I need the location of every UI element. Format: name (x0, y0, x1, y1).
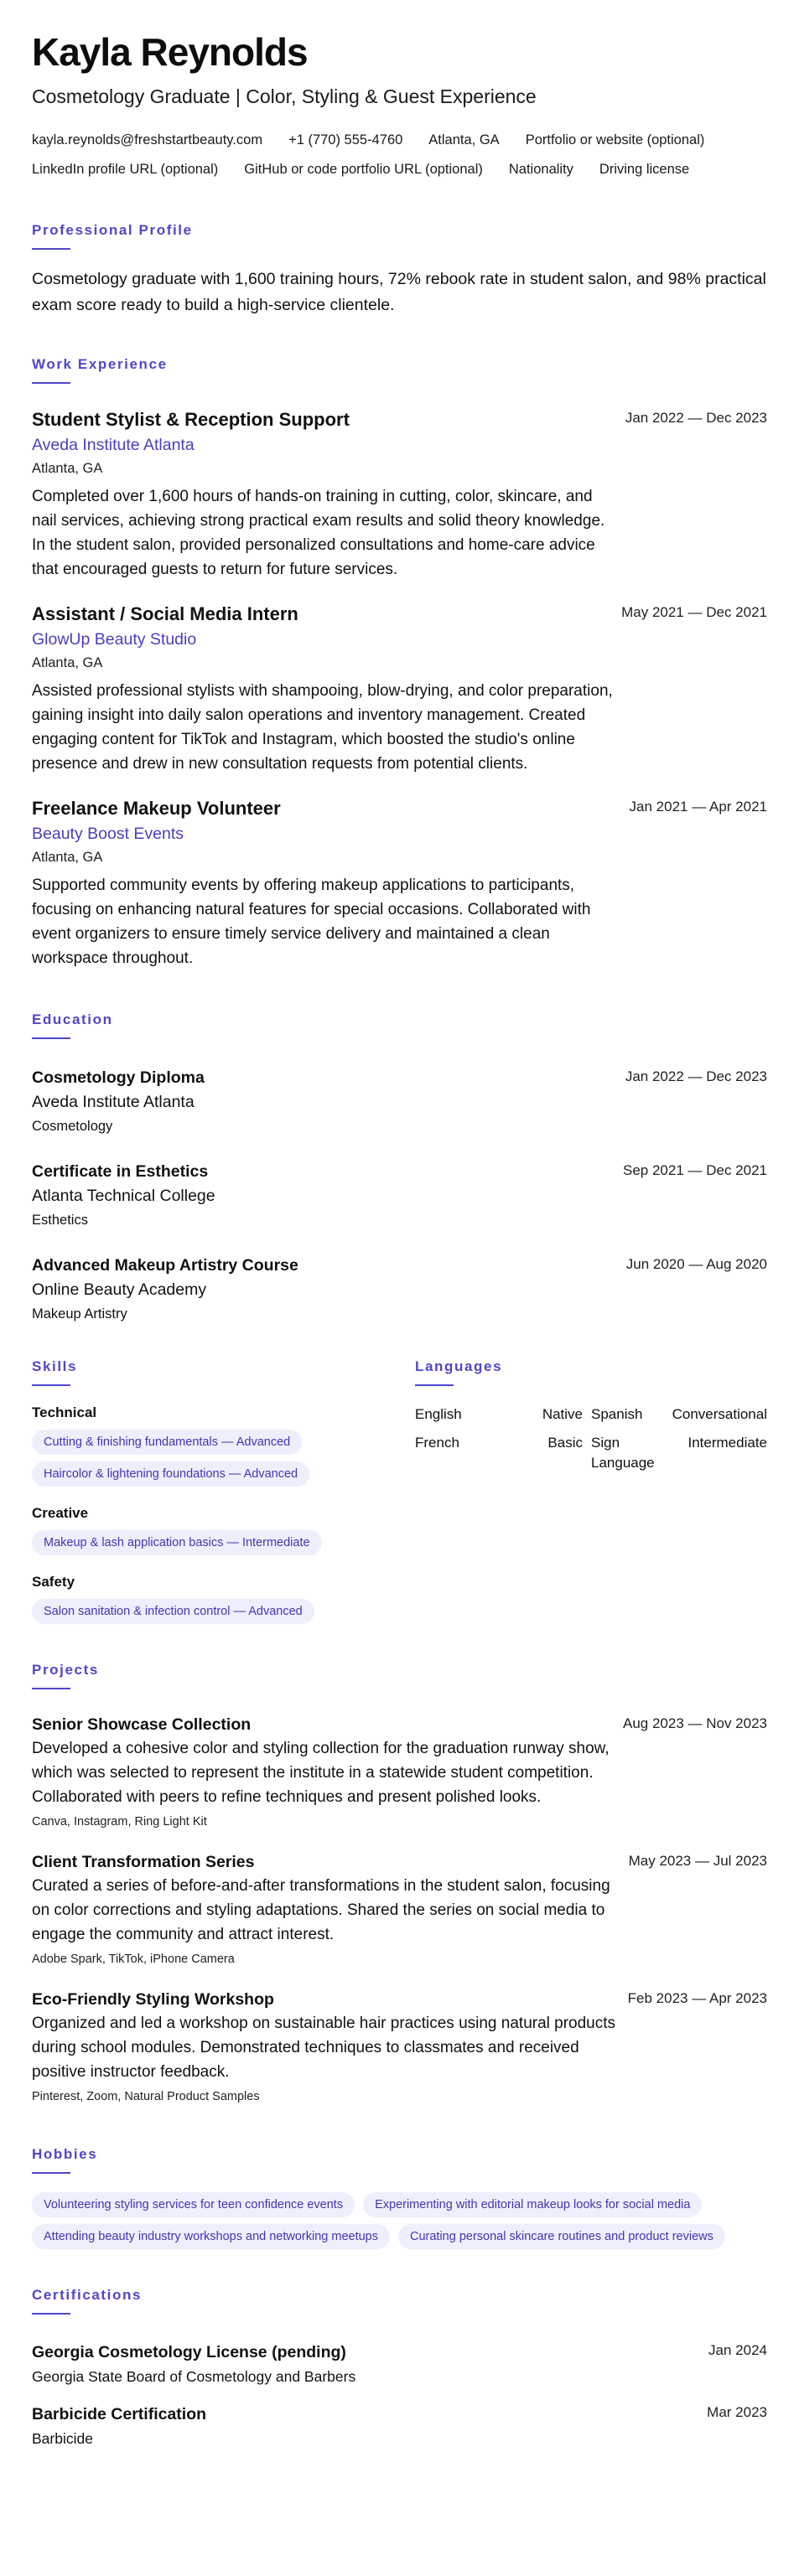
project-entry (32, 1713, 767, 1832)
project-name: Client Transformation Series (32, 1853, 255, 1871)
language-level: Native (542, 1406, 583, 1422)
company-name: GlowUp Beauty Studio (32, 630, 197, 649)
section-title: Professional Profile (32, 222, 193, 238)
section-divider (32, 2313, 70, 2315)
language-item (591, 1433, 767, 1473)
contact-linkedin[interactable]: LinkedIn profile URL (optional) (32, 162, 219, 177)
project-dates: Aug 2023 — Nov 2023 (622, 1715, 767, 1731)
contact-phone[interactable]: +1 (770) 555-4760 (288, 132, 403, 147)
degree-name: Certificate in Esthetics (32, 1162, 209, 1181)
project-tools: Adobe Spark, TikTok, iPhone Camera (32, 1953, 235, 1966)
candidate-name: Kayla Reynolds (32, 30, 308, 74)
section-title: Projects (32, 1662, 99, 1678)
skill-chip: Makeup & lash application basics — Intermediate (32, 1530, 322, 1555)
project-dates: Feb 2023 — Apr 2023 (627, 1990, 767, 2006)
language-level: Basic (547, 1435, 583, 1451)
section-title: Work Experience (32, 356, 168, 372)
section-divider (415, 1384, 454, 1386)
skills-section (32, 1358, 415, 1624)
section-title: Hobbies (32, 2146, 98, 2162)
field-of-study: Cosmetology (32, 1119, 113, 1134)
certification-entry (32, 2340, 767, 2388)
education-entry (32, 1254, 767, 1326)
skill-chip: Salon sanitation & infection control — Advanced (32, 1599, 314, 1624)
project-dates: May 2023 — Jul 2023 (628, 1853, 767, 1869)
experience-entry (32, 796, 767, 970)
certifications-section (32, 2286, 767, 2450)
hobbies-section (32, 2145, 767, 2249)
job-location: Atlanta, GA (32, 461, 103, 476)
field-of-study: Esthetics (32, 1213, 88, 1228)
degree-name: Advanced Makeup Artistry Course (32, 1256, 298, 1275)
contact-nationality: Nationality (508, 162, 573, 177)
contact-location: Atlanta, GA (428, 132, 500, 147)
language-item (415, 1404, 583, 1425)
project-tools: Pinterest, Zoom, Natural Product Samples (32, 2090, 260, 2103)
language-name: French (415, 1435, 459, 1451)
company-name: Aveda Institute Atlanta (32, 436, 195, 454)
project-name: Eco-Friendly Styling Workshop (32, 1990, 274, 2009)
job-description: Supported community events by offering makeup applications to participants, focusing on enhancing natural features for special occasions. Collaborated with event organizers to ensure timely service delivery and maintained a clean workspace throughout. (32, 877, 591, 967)
project-name: Senior Showcase Collection (32, 1715, 252, 1734)
project-entry (32, 1988, 767, 2107)
section-divider (32, 1688, 70, 1689)
project-tools: Canva, Instagram, Ring Light Kit (32, 1815, 207, 1829)
skill-group (32, 1503, 415, 1555)
project-description: Curated a series of before-and-after transformations in the student salon, focusing on color corrections and styling adaptations. Shared the series on social media to engage the community and attract interest. (32, 1877, 610, 1943)
hobby-chip: Attending beauty industry workshops and networking meetups (32, 2224, 390, 2249)
language-name: English (415, 1406, 462, 1422)
education-section (32, 1011, 767, 1326)
profile-section (32, 221, 767, 318)
section-divider (32, 1384, 70, 1386)
language-list (415, 1404, 767, 1473)
experience-entry (32, 602, 767, 776)
contact-portfolio[interactable]: Portfolio or website (optional) (525, 132, 705, 147)
skills-languages-row (32, 1358, 767, 1624)
languages-section (415, 1358, 767, 1624)
job-description: Completed over 1,600 hours of hands-on training in cutting, color, skincare, and nail services, achieving strong practical exam results and solid theory knowledge. In the student salon, provided personalized consultations and home-care advice that encouraged guests to return for future services. (32, 488, 605, 578)
skill-group (32, 1403, 415, 1487)
experience-dates: May 2021 — Dec 2021 (621, 604, 767, 620)
education-dates: Jan 2022 — Dec 2023 (625, 1068, 767, 1084)
section-title: Certifications (32, 2287, 143, 2303)
section-title: Skills (32, 1358, 78, 1374)
project-description: Developed a cohesive color and styling collection for the graduation runway show, which was selected to represent the institute in a statewide student competition. Collaborated with peers to refine techniques and present polished looks. (32, 1740, 610, 1806)
section-divider (32, 2172, 70, 2174)
hobby-chip: Curating personal skincare routines and product reviews (398, 2224, 725, 2249)
section-divider (32, 1037, 70, 1039)
projects-section (32, 1661, 767, 2107)
education-dates: Sep 2021 — Dec 2021 (622, 1162, 767, 1178)
section-title: Education (32, 1011, 113, 1027)
job-description: Assisted professional stylists with shampooing, blow-drying, and color preparation, gaining insight into daily salon operations and inventory management. Created engaging content for TikTok and Instagram, which boosted the studio's online presence and drew in new consultation requests from potential clients. (32, 682, 613, 773)
contact-list (32, 126, 761, 184)
school-name: Atlanta Technical College (32, 1187, 215, 1205)
skill-chip: Cutting & finishing fundamentals — Advanced (32, 1430, 302, 1455)
school-name: Online Beauty Academy (32, 1280, 207, 1299)
certification-issuer: Barbicide (32, 2430, 93, 2447)
job-location: Atlanta, GA (32, 655, 103, 670)
job-title: Assistant / Social Media Intern (32, 603, 298, 624)
contact-github[interactable]: GitHub or code portfolio URL (optional) (244, 162, 483, 177)
contact-email[interactable]: kayla.reynolds@freshstartbeauty.com (32, 132, 263, 147)
education-entry (32, 1160, 767, 1232)
certification-date: Mar 2023 (707, 2404, 767, 2420)
experience-entry (32, 407, 767, 582)
section-title: Languages (415, 1358, 503, 1374)
education-dates: Jun 2020 — Aug 2020 (625, 1256, 767, 1272)
language-item (591, 1404, 767, 1425)
hobby-chip: Volunteering styling services for teen confidence events (32, 2192, 355, 2217)
language-name: Spanish (591, 1406, 643, 1422)
profile-summary: Cosmetology graduate with 1,600 training hours, 72% rebook rate in student salon, and 98% practical exam score ready to build a high-service clientele. (32, 270, 766, 314)
skill-group (32, 1572, 415, 1624)
skill-group-name: Creative (32, 1505, 89, 1521)
project-description: Organized and led a workshop on sustainable hair practices using natural products during school modules. Demonstrated techniques to classmates and received positive instructor feedback. (32, 2015, 616, 2081)
resume-header (32, 28, 767, 184)
field-of-study: Makeup Artistry (32, 1306, 127, 1322)
certification-name: Georgia Cosmetology License (pending) (32, 2343, 346, 2361)
company-name: Beauty Boost Events (32, 825, 184, 843)
degree-name: Cosmetology Diploma (32, 1068, 205, 1087)
education-entry (32, 1066, 767, 1138)
hobby-list (32, 2192, 770, 2249)
skill-group-name: Safety (32, 1574, 75, 1590)
language-item (415, 1433, 583, 1473)
job-location: Atlanta, GA (32, 850, 103, 865)
hobby-chip: Experimenting with editorial makeup looks for social media (363, 2192, 702, 2217)
skill-chip: Haircolor & lightening foundations — Advanced (32, 1461, 309, 1487)
section-divider (32, 382, 70, 384)
contact-driving-license: Driving license (599, 162, 690, 177)
experience-dates: Jan 2022 — Dec 2023 (625, 410, 767, 426)
section-divider (32, 248, 70, 250)
school-name: Aveda Institute Atlanta (32, 1093, 195, 1111)
job-title: Freelance Makeup Volunteer (32, 798, 281, 819)
language-level: Intermediate (687, 1435, 767, 1451)
experience-dates: Jan 2021 — Apr 2021 (629, 799, 767, 815)
certification-name: Barbicide Certification (32, 2405, 207, 2423)
certification-issuer: Georgia State Board of Cosmetology and Barbers (32, 2368, 356, 2385)
job-title: Student Stylist & Reception Support (32, 409, 350, 430)
certification-entry (32, 2402, 767, 2450)
certification-date: Jan 2024 (708, 2342, 767, 2358)
project-entry (32, 1850, 767, 1969)
language-name: Sign Language (591, 1435, 655, 1471)
experience-section (32, 355, 767, 970)
skill-group-name: Technical (32, 1404, 97, 1420)
language-level: Conversational (672, 1406, 767, 1422)
candidate-headline: Cosmetology Graduate | Color, Styling & Guest Experience (32, 85, 537, 107)
